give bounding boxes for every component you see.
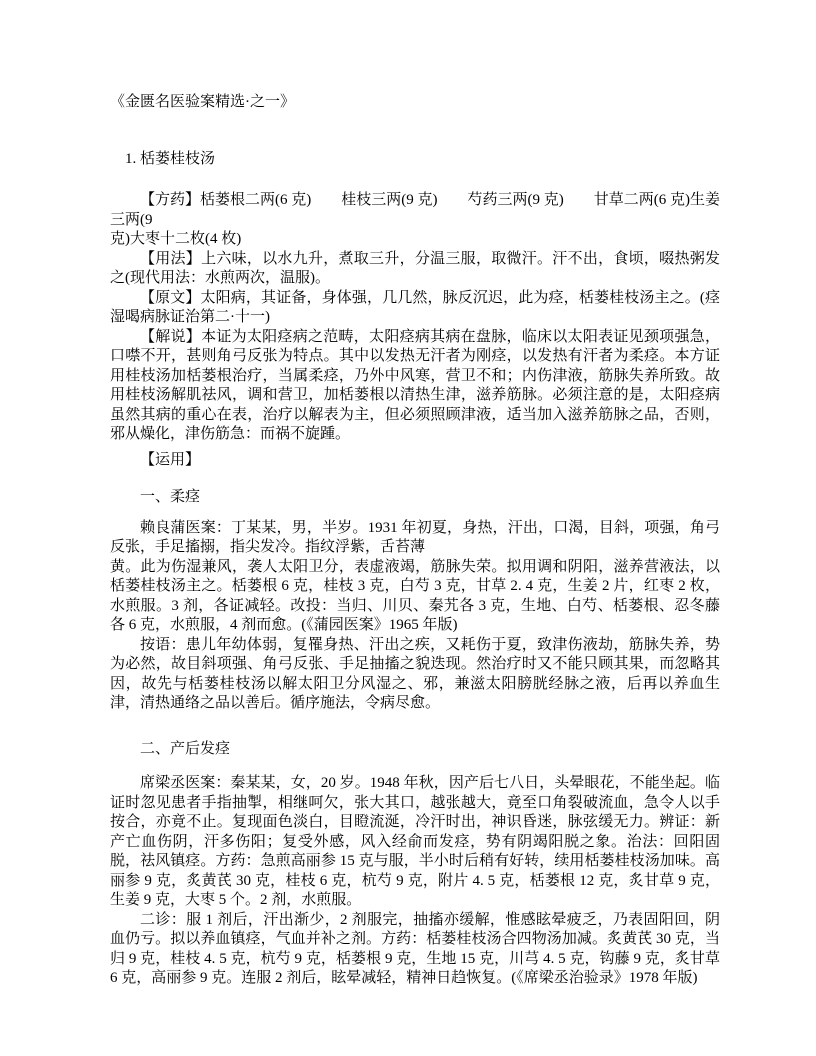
case2-record-paragraph: 席梁丞医案：秦某某，女，20 岁。1948 年秋，因产后七八日，头晕眼花，不能坐起。临证时忽见患者手指抽掣，相继呵欠，张大其口，越张越大，竟至口角裂破流血，急令人以手按合，亦竟不止。复现面色淡白，目瞪流涎，冷汗时出，神识昏迷，脉弦缓无力。辨证：新产亡血伤阴，汗多伤阳；复受外感，风入经俞而发痉，势有阴竭阳脱之象。治法：回阳固脱，祛风镇痉。方药：急煎高丽参 15 克与服，半小时后稍有好转，续用栝蒌桂枝汤加味。高丽参 9 克，炙黄芪 30 克，桂枝 6 克，杭芍 9 克，附片 4. 5 克，栝蒌根 12 克，炙甘草 9 克，生姜 9 克，大枣 5 个。2 剂，水煎服。 — [110, 775, 720, 908]
application-heading: 【运用】 — [140, 451, 201, 468]
commentary-paragraph: 【解说】本证为太阳痉病之范畴，太阳痉病其病在盘脉，临床以太阳表证见颈项强急，口噤不开，甚则角弓反张为特点。其中以发热无汗者为刚痉，以发热有汗者为柔痉。本方证用桂枝汤加栝蒌根治疗，当属柔痉，乃外中风寒，营卫不和；内伤津液，筋脉失养所致。故用桂枝汤解肌祛风，调和营卫，加栝蒌根以清热生津，滋养筋脉。必须注意的是，太阳痉病虽然其病的重心在表，治疗以解表为主，但必须照顾津液，适当加入滋养筋脉之品，否则，邪从燥化，津伤筋急：而祸不旋踵。 — [110, 328, 720, 442]
case1-record-paragraph — [110, 519, 720, 636]
formula-section-heading: 1. 栝蒌桂枝汤 — [125, 150, 216, 167]
case2-heading: 二、产后发痉 — [140, 740, 231, 757]
prescription-paragraph — [110, 191, 720, 250]
case1-note-paragraph: 按语：患儿年幼体弱，复罹身热、汗出之疾，又耗伤于夏，致津伤液劫，筋脉失养，势为必然，故目斜项强、角弓反张、手足抽搐之貌迭现。然治疗时又不能只顾其果，而忽略其因，故先与栝蒌桂枝汤以解太阳卫分风湿之、邪，兼滋太阳膀胱经脉之液，后再以养血生津，清热通络之品以善后。循序施法，令病尽愈。 — [110, 636, 720, 711]
prescription-line-2: 克)大枣十二枚(4 枚) — [110, 231, 242, 247]
document-title: 《金匮名医验案精选·之一》 — [110, 94, 295, 110]
case1-record-part2: 黄。此为伤湿兼风，袭人太阳卫分，表虚液竭，筋脉失荣。拟用调和阴阳，滋养营液法，以栝蒌桂枝汤主之。栝蒌根 6 克，桂枝 3 克，白芍 3 克，甘草 2. 4 克，生姜 2 片，红枣 2 枚，水煎服。3 剂，各证减轻。改投：当归、川贝、秦艽各 3 克，生地、白芍、栝蒌根、忍冬藤各 6 克，水煎服，4 剂而愈。(《蒲园医案》1965 年版) — [110, 558, 720, 633]
prescription-line-1: 【方药】栝蒌根二两(6 克) 桂枝三两(9 克) 芍药三两(9 克) 甘草二两(6 克)生姜三两(9 — [110, 192, 720, 228]
usage-paragraph: 【用法】上六味，以水九升，煮取三升，分温三服，取微汗。汗不出，食顷，啜热粥发之(现代用法：水煎两次，温服)。 — [110, 250, 720, 286]
case1-heading: 一、柔痉 — [140, 489, 201, 505]
case2-followup-paragraph: 二诊：服 1 剂后，汗出渐少，2 剂服完，抽搐亦缓解，惟感眩晕疲乏，乃表固阳回，阴血仍亏。拟以养血镇痉，气血并补之剂。方药：栝蒌桂枝汤合四物汤加减。炙黄芪 30 克，当归 9 克，桂枝 4. 5 克，杭芍 9 克，栝蒌根 9 克，生地 15 克，川芎 4. 5 克，钩藤 9 克，炙甘草 6 克，高丽参 9 克。连服 2 剂后，眩晕减轻，精神日趋恢复。(《席梁丞治验录》1978 年版) — [110, 911, 720, 986]
original-text-paragraph: 【原文】太阳病，其证备，身体强，几几然，脉反沉迟，此为痉，栝蒌桂枝汤主之。(痉湿喝病脉证治第二·十一) — [110, 289, 720, 325]
case1-record-part1: 赖良蒲医案：丁某某，男，半岁。1931 年初夏，身热，汗出，口渴，目斜，项强，角弓反张，手足搐搦，指尖发冷。指纹浮紫，舌苔薄 — [110, 519, 720, 555]
